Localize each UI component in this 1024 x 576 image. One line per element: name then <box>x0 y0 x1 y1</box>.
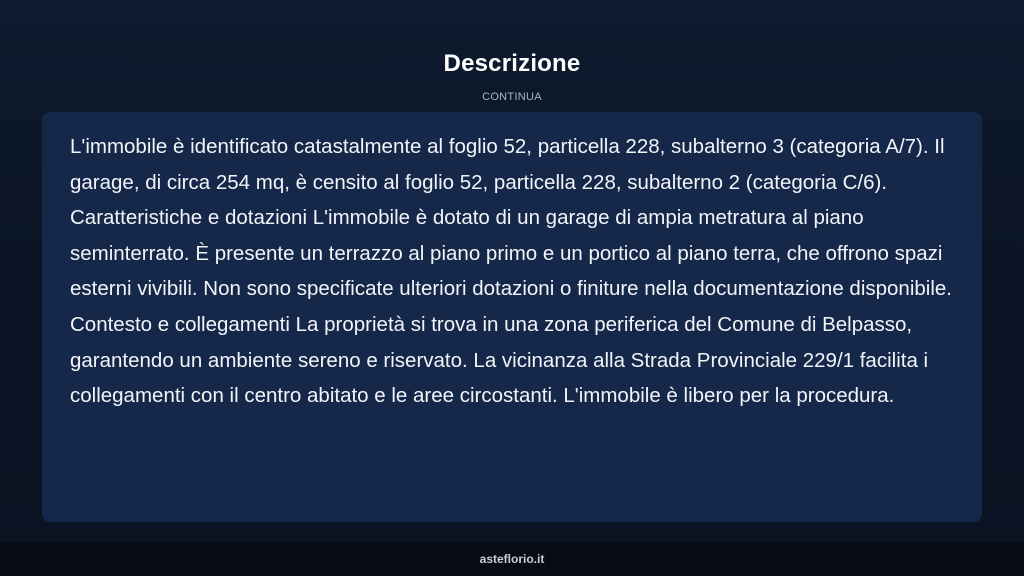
description-card <box>42 112 982 522</box>
footer-site-label: asteflorio.it <box>479 552 545 566</box>
continue-link[interactable]: CONTINUA <box>482 91 542 103</box>
page-title: Descrizione <box>443 50 581 77</box>
footer-bar <box>0 543 1024 576</box>
description-text: L'immobile è identificato catastalmente al foglio 52, particella 228, subalterno 3 (categoria A/7). Il garage, di circa 254 mq, è censito al foglio 52, particella 228, subalterno 2 (categoria C/6). Caratteristiche e dotazioni L'immobile è dotato di un garage di ampia metratura al piano seminterrato. È presente un terrazzo al piano primo e un portico al piano terra, che offrono spazi esterni vivibili. Non sono specificate ulteriori dotazioni o finiture nella documentazione disponibile. Contesto e collegamenti La proprietà si trova in una zona periferica del Comune di Belpasso, garantendo un ambiente sereno e riservato. La vicinanza alla Strada Provinciale 229/1 facilita i collegamenti con il centro abitato e le aree circostanti. L'immobile è libero per la procedura. <box>70 135 952 408</box>
